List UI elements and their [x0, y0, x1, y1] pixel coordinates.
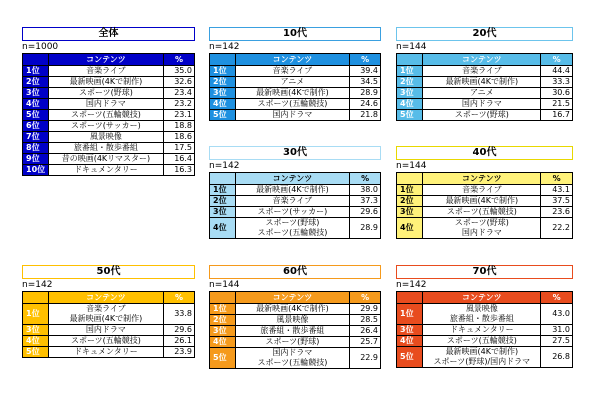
- panel-all: [22, 27, 195, 176]
- header-contents: コンテンツ: [48, 292, 163, 304]
- pct-cell: 37.3: [350, 196, 381, 207]
- content-label: 最新映画(4Kで制作): [69, 77, 143, 86]
- pct-cell: 39.4: [350, 66, 381, 77]
- rank-cell: 4位: [397, 99, 423, 110]
- content-cell: [423, 196, 541, 207]
- content-cell: [235, 196, 350, 207]
- ranking-table: [396, 291, 573, 368]
- content-label: 最新映画(4Kで制作): [256, 88, 329, 97]
- pct-cell: 32.6: [164, 77, 195, 88]
- pct-cell: 22.2: [541, 218, 573, 239]
- panel-title: 50代: [22, 265, 195, 279]
- pct-cell: 16.4: [164, 154, 195, 165]
- table-row: [397, 77, 573, 88]
- content-label: スポーツ(五輪競技): [70, 110, 141, 119]
- table-row: [23, 143, 195, 154]
- header-pct: %: [164, 54, 195, 66]
- content-label: 最新映画(4Kで制作): [69, 314, 143, 323]
- table-row: [23, 99, 195, 110]
- rank-cell: 3位: [23, 325, 49, 336]
- panel-title: 20代: [396, 27, 573, 41]
- ranking-table: [22, 53, 195, 176]
- header-pct: %: [350, 54, 381, 66]
- content-label: 旅番組・散歩番組: [260, 326, 325, 335]
- pct-cell: 22.9: [350, 348, 381, 369]
- content-label: スポーツ(野球): [454, 110, 509, 119]
- header-blank: [23, 292, 49, 304]
- table-row: [210, 304, 381, 315]
- panel-title: 10代: [209, 27, 381, 41]
- rank-cell: 4位: [210, 99, 236, 110]
- table-row: [210, 99, 381, 110]
- content-cell: [48, 132, 163, 143]
- table-row: [210, 77, 381, 88]
- header-contents: コンテンツ: [235, 54, 350, 66]
- content-label: 音楽ライブ: [272, 196, 313, 205]
- pct-cell: 24.6: [350, 99, 381, 110]
- content-cell: [423, 77, 541, 88]
- pct-cell: 43.0: [541, 304, 573, 325]
- pct-cell: 38.0: [350, 185, 381, 196]
- content-label: 音楽ライブ: [272, 66, 313, 75]
- pct-cell: 37.5: [541, 196, 573, 207]
- content-cell: [423, 99, 541, 110]
- content-cell: [48, 154, 163, 165]
- content-cell: [423, 66, 541, 77]
- pct-cell: 23.9: [164, 347, 195, 358]
- pct-cell: 23.6: [541, 207, 573, 218]
- pct-cell: 34.5: [350, 77, 381, 88]
- pct-cell: 35.0: [164, 66, 195, 77]
- content-label: 音楽ライブ: [86, 304, 126, 313]
- pct-cell: 29.6: [164, 325, 195, 336]
- header-contents: コンテンツ: [423, 292, 541, 304]
- content-label: 国内ドラマ: [85, 99, 126, 108]
- content-label: 旅番組・散歩番組: [449, 314, 514, 323]
- rank-cell: 2位: [397, 196, 423, 207]
- rank-cell: 4位: [210, 218, 236, 239]
- header-blank: [397, 292, 423, 304]
- content-label: 最新映画(4Kで制作): [256, 185, 329, 194]
- content-label: 昔の映画(4Kリマスター): [61, 154, 151, 163]
- panel-title: 70代: [396, 265, 573, 279]
- content-label: 風景映像: [276, 315, 309, 324]
- pct-cell: 31.0: [541, 325, 573, 336]
- content-label: アニメ: [280, 77, 305, 86]
- pct-cell: 44.4: [541, 66, 573, 77]
- panel-70s: [396, 265, 573, 368]
- content-cell: [235, 99, 350, 110]
- rank-cell: 4位: [397, 336, 423, 347]
- pct-cell: 26.1: [164, 336, 195, 347]
- rank-cell: 2位: [23, 77, 49, 88]
- rank-cell: 1位: [210, 66, 236, 77]
- pct-cell: 18.6: [164, 132, 195, 143]
- pct-cell: 21.8: [350, 110, 381, 121]
- rank-cell: 3位: [210, 88, 236, 99]
- panel-title: 60代: [209, 265, 381, 279]
- table-row: [23, 154, 195, 165]
- pct-cell: 33.3: [541, 77, 573, 88]
- header-contents: コンテンツ: [235, 292, 350, 304]
- content-cell: [235, 337, 350, 348]
- content-cell: [235, 77, 350, 88]
- panel-title: 40代: [396, 146, 573, 160]
- rank-cell: 9位: [23, 154, 49, 165]
- table-row: [23, 110, 195, 121]
- rank-cell: 8位: [23, 143, 49, 154]
- sample-size: n=144: [396, 161, 427, 171]
- table-row: [397, 336, 573, 347]
- content-cell: [235, 185, 350, 196]
- table-row: [397, 196, 573, 207]
- header-contents: コンテンツ: [235, 173, 350, 185]
- sample-size: n=142: [209, 42, 240, 52]
- content-cell: [235, 348, 350, 369]
- table-row: [210, 110, 381, 121]
- content-cell: [235, 207, 350, 218]
- header-blank: [397, 173, 423, 185]
- content-label: スポーツ(五輪競技): [70, 336, 141, 345]
- table-row: [23, 325, 195, 336]
- content-label: ドキュメンタリー: [74, 165, 138, 174]
- ranking-table: [22, 291, 195, 358]
- pct-cell: 21.5: [541, 99, 573, 110]
- ranking-table: [209, 172, 381, 239]
- content-cell: [48, 325, 163, 336]
- table-row: [210, 315, 381, 326]
- table-row: [23, 66, 195, 77]
- rank-cell: 4位: [23, 336, 49, 347]
- table-row: [210, 185, 381, 196]
- sample-size: n=142: [396, 280, 427, 290]
- sample-size: n=142: [209, 161, 240, 171]
- header-blank: [397, 54, 423, 66]
- content-cell: [48, 165, 163, 176]
- content-label: スポーツ(サッカー): [71, 121, 141, 130]
- ranking-table: [209, 291, 381, 369]
- content-label: ドキュメンタリー: [450, 325, 514, 334]
- sample-size: n=142: [22, 280, 53, 290]
- content-cell: [48, 304, 163, 325]
- header-contents: コンテンツ: [423, 173, 541, 185]
- rank-cell: 5位: [397, 110, 423, 121]
- header-contents: コンテンツ: [48, 54, 163, 66]
- table-row: [210, 207, 381, 218]
- panel-30s: [209, 146, 381, 239]
- rank-cell: 3位: [210, 207, 236, 218]
- content-label: スポーツ(サッカー): [257, 207, 328, 216]
- content-label: 旅番組・散歩番組: [73, 143, 138, 152]
- header-blank: [210, 173, 236, 185]
- rank-cell: 2位: [397, 77, 423, 88]
- table-row: [23, 304, 195, 325]
- header-pct: %: [541, 292, 573, 304]
- panel-20s: [396, 27, 573, 121]
- rank-cell: 2位: [210, 315, 236, 326]
- content-cell: [235, 110, 350, 121]
- rank-cell: 4位: [210, 337, 236, 348]
- rank-cell: 3位: [210, 326, 236, 337]
- content-cell: [48, 110, 163, 121]
- table-row: [397, 218, 573, 239]
- pct-cell: 23.2: [164, 99, 195, 110]
- pct-cell: 25.7: [350, 337, 381, 348]
- table-row: [210, 337, 381, 348]
- content-cell: [423, 304, 541, 325]
- content-label: スポーツ(五輪競技): [257, 99, 328, 108]
- rank-cell: 1位: [210, 304, 236, 315]
- content-label: 最新映画(4Kで制作): [445, 347, 519, 356]
- pct-cell: 26.8: [541, 347, 573, 368]
- table-row: [397, 66, 573, 77]
- sample-size: n=144: [209, 280, 240, 290]
- content-cell: [423, 207, 541, 218]
- header-pct: %: [541, 54, 573, 66]
- panel-50s: [22, 265, 195, 358]
- table-row: [397, 185, 573, 196]
- content-label: スポーツ(野球): [265, 218, 320, 227]
- content-label: アニメ: [470, 88, 494, 97]
- header-pct: %: [164, 292, 195, 304]
- rank-cell: 5位: [397, 347, 423, 368]
- rank-cell: 1位: [210, 185, 236, 196]
- content-cell: [423, 88, 541, 99]
- content-label: 国内ドラマ: [272, 110, 313, 119]
- table-row: [397, 207, 573, 218]
- pct-cell: 29.6: [350, 207, 381, 218]
- content-label: 風景映像: [89, 132, 122, 141]
- pct-cell: 23.1: [164, 110, 195, 121]
- rank-cell: 3位: [397, 207, 423, 218]
- content-cell: [235, 315, 350, 326]
- header-pct: %: [350, 292, 381, 304]
- sample-size: n=1000: [22, 42, 59, 52]
- panel-title: 30代: [209, 146, 381, 160]
- ranking-table: [396, 172, 573, 239]
- table-row: [397, 325, 573, 336]
- table-row: [397, 88, 573, 99]
- content-cell: [48, 347, 163, 358]
- content-label: 音楽ライブ: [86, 66, 126, 75]
- rank-cell: 7位: [23, 132, 49, 143]
- content-cell: [48, 143, 163, 154]
- content-cell: [423, 336, 541, 347]
- header-pct: %: [350, 173, 381, 185]
- content-label: 国内ドラマ: [461, 228, 502, 237]
- rank-cell: 10位: [23, 165, 49, 176]
- content-label: ドキュメンタリー: [74, 347, 138, 356]
- pct-cell: 29.9: [350, 304, 381, 315]
- rank-cell: 4位: [397, 218, 423, 239]
- table-row: [210, 88, 381, 99]
- pct-cell: 43.1: [541, 185, 573, 196]
- content-cell: [48, 99, 163, 110]
- rank-cell: 5位: [23, 347, 49, 358]
- content-label: スポーツ(野球): [454, 218, 509, 227]
- table-row: [210, 196, 381, 207]
- rank-cell: 1位: [23, 304, 49, 325]
- table-row: [23, 347, 195, 358]
- content-label: スポーツ(五輪競技): [446, 207, 517, 216]
- rank-cell: 5位: [210, 348, 236, 369]
- content-label: 国内ドラマ: [85, 325, 126, 334]
- content-cell: [423, 325, 541, 336]
- content-cell: [235, 304, 350, 315]
- content-label: スポーツ(野球)/国内ドラマ: [433, 357, 531, 366]
- pct-cell: 28.9: [350, 88, 381, 99]
- table-row: [23, 121, 195, 132]
- content-cell: [48, 77, 163, 88]
- pct-cell: 27.5: [541, 336, 573, 347]
- pct-cell: 26.4: [350, 326, 381, 337]
- table-row: [23, 336, 195, 347]
- pct-cell: 33.8: [164, 304, 195, 325]
- rank-cell: 3位: [397, 325, 423, 336]
- rank-cell: 1位: [397, 304, 423, 325]
- panel-60s: [209, 265, 381, 369]
- table-row: [397, 347, 573, 368]
- content-label: 音楽ライブ: [462, 185, 502, 194]
- rank-cell: 3位: [397, 88, 423, 99]
- pct-cell: 28.9: [350, 218, 381, 239]
- content-cell: [423, 185, 541, 196]
- content-label: 最新映画(4Kで制作): [445, 196, 519, 205]
- rank-cell: 5位: [23, 110, 49, 121]
- pct-cell: 23.4: [164, 88, 195, 99]
- rank-cell: 2位: [210, 77, 236, 88]
- ranking-table: [396, 53, 573, 121]
- content-label: 風景映像: [465, 304, 498, 313]
- header-pct: %: [541, 173, 573, 185]
- content-label: スポーツ(五輪競技): [257, 228, 328, 237]
- content-cell: [48, 88, 163, 99]
- sample-size: n=144: [396, 42, 427, 52]
- content-label: 音楽ライブ: [462, 66, 502, 75]
- content-cell: [48, 336, 163, 347]
- content-label: スポーツ(五輪競技): [446, 336, 517, 345]
- content-label: 最新映画(4Kで制作): [256, 304, 329, 313]
- pct-cell: 16.7: [541, 110, 573, 121]
- table-row: [23, 77, 195, 88]
- table-row: [210, 326, 381, 337]
- content-label: 最新映画(4Kで制作): [445, 77, 519, 86]
- rank-cell: 1位: [397, 66, 423, 77]
- table-row: [210, 66, 381, 77]
- pct-cell: 17.5: [164, 143, 195, 154]
- pct-cell: 16.3: [164, 165, 195, 176]
- content-label: スポーツ(五輪競技): [257, 358, 328, 367]
- pct-cell: 18.8: [164, 121, 195, 132]
- content-cell: [423, 347, 541, 368]
- table-row: [210, 348, 381, 369]
- content-label: 国内ドラマ: [461, 99, 502, 108]
- rank-cell: 5位: [210, 110, 236, 121]
- pct-cell: 30.6: [541, 88, 573, 99]
- rank-cell: 2位: [210, 196, 236, 207]
- table-row: [23, 132, 195, 143]
- content-cell: [423, 218, 541, 239]
- rank-cell: 1位: [397, 185, 423, 196]
- content-cell: [235, 66, 350, 77]
- header-contents: コンテンツ: [423, 54, 541, 66]
- table-row: [397, 304, 573, 325]
- rank-cell: 6位: [23, 121, 49, 132]
- table-row: [397, 110, 573, 121]
- ranking-table: [209, 53, 381, 121]
- panel-40s: [396, 146, 573, 239]
- table-row: [210, 218, 381, 239]
- panel-title: 全体: [22, 27, 195, 41]
- content-cell: [423, 110, 541, 121]
- pct-cell: 28.5: [350, 315, 381, 326]
- content-label: 国内ドラマ: [272, 348, 313, 357]
- content-cell: [235, 326, 350, 337]
- content-cell: [235, 218, 350, 239]
- panel-10s: [209, 27, 381, 121]
- rank-cell: 4位: [23, 99, 49, 110]
- content-cell: [48, 66, 163, 77]
- table-row: [397, 99, 573, 110]
- rank-cell: 3位: [23, 88, 49, 99]
- rank-cell: 1位: [23, 66, 49, 77]
- content-cell: [48, 121, 163, 132]
- header-blank: [210, 54, 236, 66]
- content-label: スポーツ(野球): [265, 337, 320, 346]
- header-blank: [23, 54, 49, 66]
- table-row: [23, 88, 195, 99]
- table-row: [23, 165, 195, 176]
- header-blank: [210, 292, 236, 304]
- content-label: スポーツ(野球): [78, 88, 133, 97]
- content-cell: [235, 88, 350, 99]
